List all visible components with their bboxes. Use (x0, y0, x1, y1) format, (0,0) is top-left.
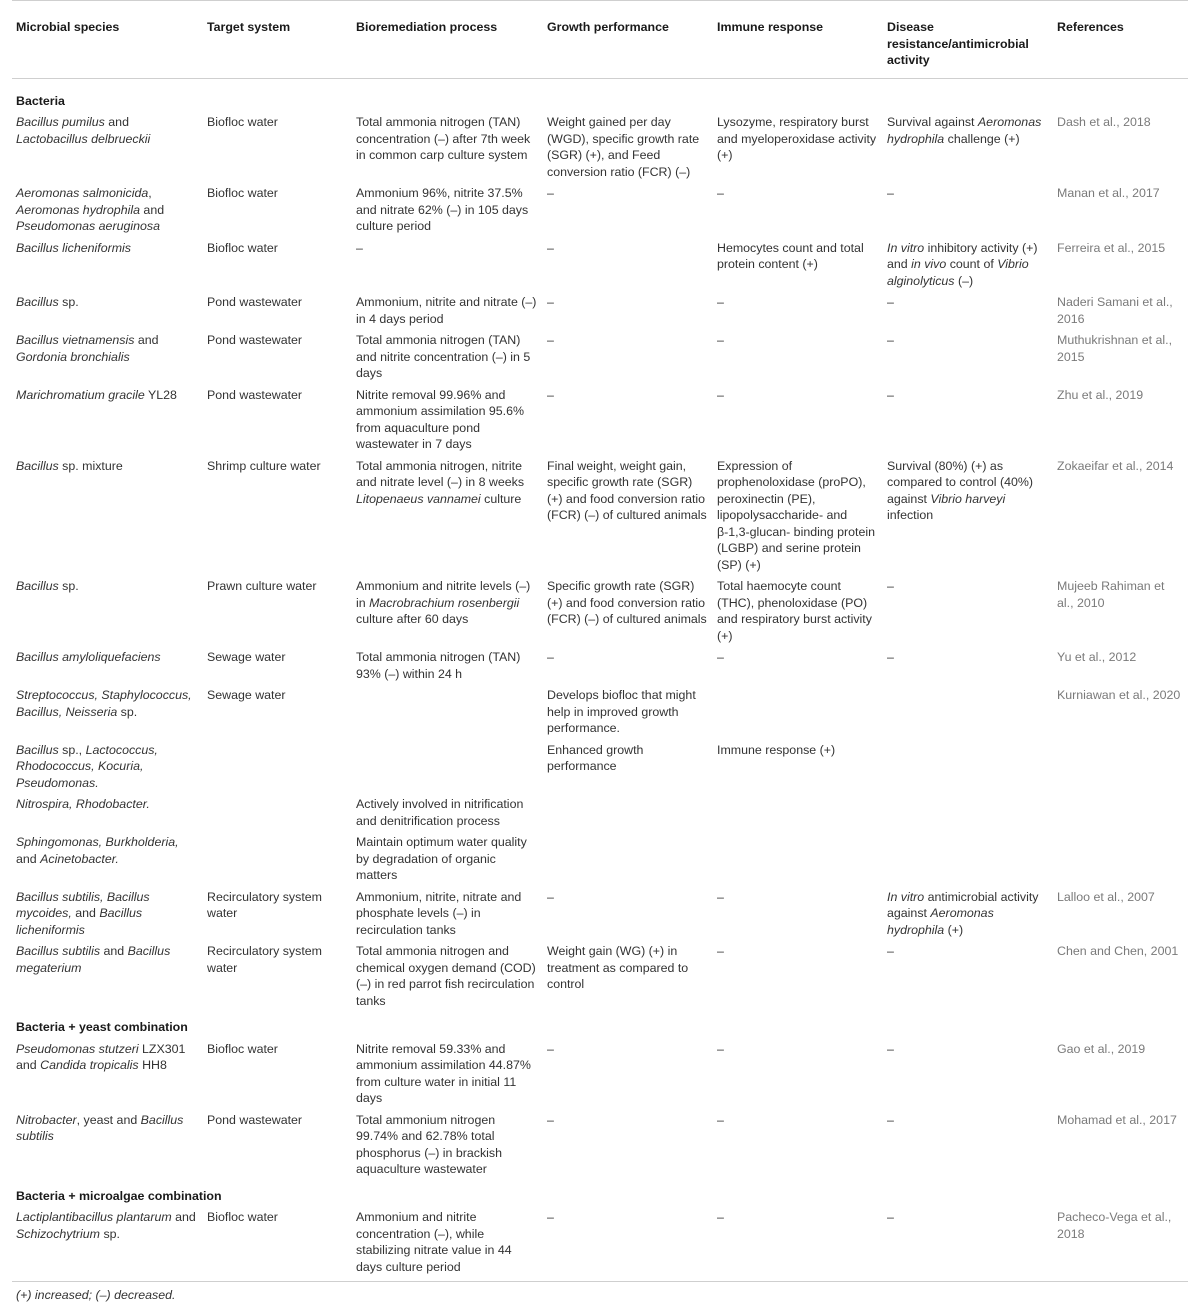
cell-target-system: Shrimp culture water (207, 458, 321, 473)
table-row (12, 831, 1188, 886)
italic-text: Acinetobacter. (40, 851, 119, 866)
cell-growth-performance (543, 575, 713, 646)
group-header-row (12, 1180, 1188, 1207)
text-segment: – (717, 944, 724, 958)
text-segment: – (717, 295, 724, 309)
table-footnote: (+) increased; (–) decreased. (16, 1288, 176, 1302)
group-header-row (12, 1011, 1188, 1038)
cell-target-system: Biofloc water (207, 115, 278, 129)
table-row (12, 291, 1188, 329)
cell-disease-resistance (883, 831, 1053, 886)
cell-target-system: Sewage water (207, 688, 286, 702)
cell-reference: Dash et al., 2018 (1057, 115, 1151, 129)
cell-reference: Manan et al., 2017 (1057, 186, 1160, 200)
cell-bioremediation-process (352, 940, 543, 1011)
text-segment: – (717, 1041, 724, 1056)
header-references: References (1053, 1, 1188, 79)
text-segment: – (356, 240, 363, 255)
text-segment: sp. mixture (58, 458, 123, 473)
cell-growth-performance (543, 1109, 713, 1180)
cell-species (12, 182, 203, 237)
cell-bioremediation-process (352, 1038, 543, 1109)
cell-target-system (203, 793, 352, 831)
text-segment: – (717, 1210, 724, 1224)
text-segment: – (717, 387, 724, 402)
text-segment: sp., (58, 742, 86, 757)
text-segment: – (887, 186, 894, 200)
cell-species (12, 237, 203, 292)
cell-growth-performance (543, 793, 713, 831)
cell-target-system: Recirculatory system water (207, 889, 322, 920)
text-segment: Total ammonia nitrogen (TAN) 93% (–) within 24 h (356, 650, 521, 681)
text-segment: Survival against (887, 115, 978, 129)
header-microbial-species: Microbial species (12, 1, 203, 79)
table-body (12, 78, 1188, 1282)
cell-immune-response (713, 1038, 883, 1109)
table-row (12, 739, 1188, 794)
cell-disease-resistance (883, 182, 1053, 237)
table-row (12, 1038, 1188, 1109)
group-header-row (12, 78, 1188, 111)
table-row (12, 1206, 1188, 1282)
italic-text: Nitrospira, Rhodobacter. (16, 797, 150, 811)
cell-immune-response (713, 111, 883, 182)
italic-text: Bacillus licheniformis (16, 906, 143, 937)
text-segment: sp. (58, 579, 79, 593)
cell-bioremediation-process (352, 291, 543, 329)
italic-text: Aeromonas hydrophila (887, 115, 1042, 146)
header-bioremediation-process: Bioremediation process (352, 1, 543, 79)
cell-immune-response (713, 1109, 883, 1180)
cell-immune-response (713, 739, 883, 794)
cell-growth-performance (543, 237, 713, 292)
text-segment: – (547, 186, 554, 200)
cell-immune-response (713, 793, 883, 831)
cell-species (12, 1206, 203, 1282)
text-segment: sp. (58, 295, 79, 309)
cell-reference: Mujeeb Rahiman et al., 2010 (1057, 579, 1165, 610)
text-segment: Final weight, weight gain, specific growth rate (SGR) (+) and food conversion ratio (FCR) (–) of cultured animals (547, 458, 707, 522)
cell-reference: Ferreira et al., 2015 (1057, 240, 1166, 255)
cell-bioremediation-process (352, 111, 543, 182)
cell-growth-performance (543, 739, 713, 794)
bioremediation-table (12, 0, 1188, 1282)
cell-target-system: Biofloc water (207, 186, 278, 200)
cell-disease-resistance (883, 329, 1053, 384)
italic-text: Marichromatium gracile (16, 387, 145, 402)
cell-reference (1053, 831, 1188, 886)
cell-immune-response (713, 831, 883, 886)
text-segment: – (547, 650, 554, 664)
cell-immune-response (713, 291, 883, 329)
header-target-system: Target system (203, 1, 352, 79)
cell-bioremediation-process (352, 646, 543, 684)
cell-disease-resistance (883, 739, 1053, 794)
cell-reference: Naderi Samani et al., 2016 (1057, 295, 1173, 326)
italic-text: Bacillus licheniformis (16, 240, 131, 255)
cell-species (12, 455, 203, 576)
text-segment: – (887, 333, 894, 347)
cell-reference: Gao et al., 2019 (1057, 1041, 1146, 1056)
italic-text: Aeromonas hydrophila (887, 906, 994, 937)
text-segment: – (887, 1112, 894, 1127)
cell-species (12, 575, 203, 646)
italic-text: Gordonia bronchialis (16, 349, 130, 364)
text-segment: Weight gained per day (WGD), specific growth rate (SGR) (+), and Feed conversion ratio (FCR) (–) (547, 115, 700, 179)
table-row (12, 384, 1188, 455)
text-segment: and (71, 906, 100, 920)
cell-species (12, 793, 203, 831)
cell-growth-performance (543, 455, 713, 576)
text-segment: – (717, 889, 724, 904)
text-segment: Ammonium, nitrite and nitrate (–) in 4 days period (356, 295, 537, 326)
text-segment: , yeast and (76, 1112, 141, 1127)
text-segment: count of (946, 257, 998, 271)
cell-target-system: Pond wastewater (207, 1112, 303, 1127)
italic-text: Bacillus subtilis, Bacillus mycoides, (16, 889, 150, 920)
cell-disease-resistance (883, 886, 1053, 941)
cell-disease-resistance (883, 1206, 1053, 1282)
text-segment: Expression of prophenoloxidase (proPO), peroxinectin (PE), lipopolysaccharide- and β-1,3-glucan- binding protein (LGBP) and serine protein (SP) (+) (717, 458, 875, 572)
cell-growth-performance (543, 1038, 713, 1109)
text-segment: Ammonium and nitrite levels (–) in (356, 579, 531, 610)
cell-reference: Pacheco-Vega et al., 2018 (1053, 1206, 1188, 1282)
cell-growth-performance (543, 111, 713, 182)
cell-growth-performance (543, 886, 713, 941)
cell-growth-performance (543, 831, 713, 886)
italic-text: Bacillus (16, 742, 59, 757)
cell-disease-resistance (883, 384, 1053, 455)
table-row (12, 111, 1188, 182)
text-segment: Nitrite removal 99.96% and ammonium assimilation 95.6% from aquaculture pond wastewater in 7 days (356, 387, 525, 451)
cell-reference: Zhu et al., 2019 (1057, 387, 1144, 402)
table-row (12, 886, 1188, 941)
cell-reference: Zokaeifar et al., 2014 (1057, 458, 1174, 473)
text-segment: Ammonium and nitrite concentration (–), while stabilizing nitrate value in 44 days culture period (356, 1210, 512, 1274)
cell-reference: Chen and Chen, 2001 (1057, 944, 1179, 958)
text-segment: Nitrite removal 59.33% and ammonium assimilation 44.87% from culture water in initial 11 days (356, 1041, 531, 1105)
cell-immune-response (713, 1206, 883, 1282)
table-row (12, 455, 1188, 576)
table-row (12, 684, 1188, 739)
italic-text: Streptococcus, Staphylococcus, Bacillus, Neisseria (16, 688, 192, 719)
cell-reference (1053, 739, 1188, 794)
cell-target-system (203, 739, 352, 794)
italic-text: Bacillus (16, 579, 59, 593)
cell-species (12, 684, 203, 739)
cell-species (12, 940, 203, 1011)
cell-reference: Kurniawan et al., 2020 (1057, 688, 1181, 702)
text-segment: Enhanced growth performance (547, 742, 644, 773)
cell-immune-response (713, 237, 883, 292)
italic-text: Bacillus (16, 295, 59, 309)
text-segment: – (547, 889, 554, 904)
cell-target-system: Pond wastewater (207, 387, 303, 402)
cell-species (12, 1109, 203, 1180)
text-segment: – (547, 1041, 554, 1056)
italic-text: Bacillus amyloliquefaciens (16, 650, 161, 664)
text-segment: Total ammonia nitrogen (TAN) and nitrite concentration (–) in 5 days (356, 333, 531, 380)
text-segment: infection (887, 508, 934, 522)
header-immune-response: Immune response (713, 1, 883, 79)
cell-growth-performance (543, 646, 713, 684)
cell-target-system: Sewage water (207, 650, 286, 664)
cell-disease-resistance (883, 237, 1053, 292)
text-segment: (–) (954, 273, 974, 288)
cell-immune-response (713, 684, 883, 739)
text-segment: – (547, 387, 554, 402)
cell-disease-resistance (883, 940, 1053, 1011)
italic-text: Candida tropicalis (40, 1058, 139, 1072)
cell-growth-performance (543, 182, 713, 237)
table-header-row (12, 1, 1188, 79)
text-segment: (+) (944, 922, 964, 937)
cell-disease-resistance (883, 111, 1053, 182)
cell-growth-performance (543, 684, 713, 739)
cell-disease-resistance (883, 1038, 1053, 1109)
cell-growth-performance (543, 329, 713, 384)
cell-immune-response (713, 182, 883, 237)
text-segment: – (547, 1112, 554, 1127)
table-row (12, 575, 1188, 646)
cell-growth-performance (543, 291, 713, 329)
table-row (12, 1109, 1188, 1180)
cell-immune-response (713, 329, 883, 384)
text-segment: Specific growth rate (SGR) (+) and food conversion ratio (FCR) (–) of cultured animals (547, 579, 707, 626)
cell-immune-response (713, 940, 883, 1011)
text-segment: LZX301 and (16, 1041, 186, 1072)
italic-text: Bacillus subtilis (16, 1112, 184, 1143)
cell-species (12, 291, 203, 329)
cell-disease-resistance (883, 291, 1053, 329)
cell-disease-resistance (883, 1109, 1053, 1180)
cell-immune-response (713, 455, 883, 576)
table-row (12, 182, 1188, 237)
italic-text: Vibrio alginolyticus (887, 257, 1029, 288)
italic-text: Vibrio harveyi (930, 491, 1006, 506)
text-segment: and (100, 944, 128, 958)
italic-text: Aeromonas salmonicida (16, 186, 149, 200)
text-segment: – (887, 579, 894, 593)
text-segment: – (887, 650, 894, 664)
header-disease-resistance: Disease resistance/antimicrobial activity (883, 1, 1053, 79)
text-segment: Develops biofloc that might help in improved growth performance. (547, 688, 696, 735)
cell-bioremediation-process (352, 455, 543, 576)
text-segment: – (547, 1210, 554, 1224)
text-segment: – (547, 295, 554, 309)
italic-text: Pseudomonas aeruginosa (16, 219, 160, 233)
text-segment: HH8 (138, 1058, 167, 1072)
cell-species (12, 646, 203, 684)
text-segment: Lysozyme, respiratory burst and myeloperoxidase activity (+) (717, 115, 877, 162)
cell-target-system: Recirculatory system water (207, 944, 322, 975)
italic-text: Bacillus subtilis (16, 944, 101, 958)
italic-text: Litopenaeus vannamei (356, 491, 481, 506)
text-segment: Total haemocyte count (THC), phenoloxidase (PO) and respiratory burst activity (+) (717, 579, 872, 643)
table-row (12, 646, 1188, 684)
italic-text: Pseudomonas stutzeri (16, 1041, 139, 1056)
cell-bioremediation-process (352, 237, 543, 292)
cell-bioremediation-process (352, 684, 543, 739)
text-segment: Maintain optimum water quality by degradation of organic matters (356, 835, 527, 882)
cell-species (12, 1038, 203, 1109)
cell-target-system: Prawn culture water (207, 579, 317, 593)
cell-disease-resistance (883, 575, 1053, 646)
group-label: Bacteria + microalgae combination (16, 1188, 222, 1203)
italic-text: In vitro (887, 240, 925, 255)
text-segment: – (717, 186, 724, 200)
italic-text: Bacillus vietnamensis (16, 333, 135, 347)
cell-target-system: Pond wastewater (207, 295, 303, 309)
italic-text: Bacillus pumilus (16, 115, 105, 129)
text-segment: – (547, 240, 554, 255)
italic-text: in vivo (911, 257, 947, 271)
cell-species (12, 111, 203, 182)
text-segment: culture after 60 days (356, 612, 469, 626)
text-segment: sp. (100, 1226, 120, 1241)
cell-immune-response (713, 646, 883, 684)
text-segment: antimicrobial activity against (887, 889, 1039, 920)
text-segment: and (134, 333, 159, 347)
cell-disease-resistance (883, 455, 1053, 576)
text-segment: – (887, 295, 894, 309)
text-segment: and (171, 1210, 196, 1224)
text-segment: and (139, 202, 165, 217)
cell-target-system: Biofloc water (207, 1041, 278, 1056)
cell-bioremediation-process (352, 1109, 543, 1180)
italic-text: In vitro (887, 889, 925, 904)
text-segment: and (104, 115, 129, 129)
text-segment: – (887, 1210, 894, 1224)
text-segment: Ammonium 96%, nitrite 37.5% and nitrate 62% (–) in 105 days culture period (356, 186, 529, 233)
text-segment: challenge (+) (944, 131, 1020, 146)
cell-disease-resistance (883, 646, 1053, 684)
cell-bioremediation-process (352, 739, 543, 794)
table-row (12, 793, 1188, 831)
cell-immune-response (713, 384, 883, 455)
cell-reference: Mohamad et al., 2017 (1057, 1112, 1177, 1127)
cell-reference: Lalloo et al., 2007 (1057, 889, 1155, 904)
text-segment: – (547, 333, 554, 347)
cell-bioremediation-process (352, 831, 543, 886)
header-growth-performance: Growth performance (543, 1, 713, 79)
group-label: Bacteria + yeast combination (16, 1020, 188, 1034)
text-segment: Total ammonia nitrogen, nitrite and nitrate level (–) in 8 weeks (356, 458, 525, 489)
cell-species (12, 739, 203, 794)
text-segment: inhibitory activity (+) and (887, 240, 1038, 271)
table-row (12, 237, 1188, 292)
table-row (12, 329, 1188, 384)
cell-species (12, 384, 203, 455)
cell-growth-performance (543, 384, 713, 455)
cell-bioremediation-process (352, 793, 543, 831)
italic-text: Schizochytrium (16, 1226, 101, 1241)
text-segment: Survival (80%) (+) as compared to control (40%) against (887, 458, 1034, 506)
italic-text: Bacillus (16, 458, 59, 473)
text-segment: Total ammonia nitrogen (TAN) concentration (–) after 7th week in common carp culture system (356, 115, 531, 162)
cell-bioremediation-process (352, 575, 543, 646)
table-page (12, 0, 1188, 1302)
cell-target-system: Biofloc water (203, 1206, 352, 1282)
text-segment: and (16, 851, 41, 866)
text-segment: – (887, 387, 894, 402)
text-segment: , (148, 186, 152, 200)
cell-species (12, 886, 203, 941)
text-segment: YL28 (144, 387, 177, 402)
cell-bioremediation-process (352, 182, 543, 237)
cell-bioremediation-process (352, 329, 543, 384)
cell-bioremediation-process (352, 886, 543, 941)
cell-species (12, 329, 203, 384)
cell-growth-performance (543, 1206, 713, 1282)
cell-immune-response (713, 886, 883, 941)
cell-bioremediation-process (352, 1206, 543, 1282)
cell-disease-resistance (883, 793, 1053, 831)
text-segment: – (717, 333, 724, 347)
italic-text: Aeromonas hydrophila (16, 202, 140, 217)
italic-text: Lactobacillus delbrueckii (16, 131, 151, 146)
italic-text: Bacillus megaterium (16, 944, 171, 975)
text-segment: sp. (117, 704, 138, 719)
italic-text: Sphingomonas, Burkholderia, (16, 835, 179, 849)
text-segment: Total ammonium nitrogen 99.74% and 62.78% total phosphorus (–) in brackish aquaculture wastewater (356, 1112, 503, 1176)
italic-text: Macrobrachium rosenbergii (369, 595, 520, 610)
text-segment: Total ammonia nitrogen and chemical oxygen demand (COD) (–) in red parrot fish recirculation tanks (356, 944, 536, 1008)
italic-text: Nitrobacter (16, 1112, 77, 1127)
italic-text: Lactiplantibacillus plantarum (16, 1210, 172, 1224)
text-segment: culture (480, 491, 522, 506)
cell-reference: Muthukrishnan et al., 2015 (1057, 333, 1173, 364)
text-segment: Immune response (+) (717, 742, 836, 757)
text-segment: – (717, 650, 724, 664)
cell-immune-response (713, 575, 883, 646)
cell-bioremediation-process (352, 384, 543, 455)
italic-text: Lactococcus, Rhodococcus, Kocuria, Pseudomonas. (16, 742, 158, 790)
cell-target-system (203, 831, 352, 886)
text-segment: Actively involved in nitrification and denitrification process (356, 797, 524, 828)
text-segment: Hemocytes count and total protein content (+) (717, 240, 864, 271)
cell-target-system: Biofloc water (207, 240, 278, 255)
text-segment: – (717, 1112, 724, 1127)
cell-species (12, 831, 203, 886)
text-segment: Ammonium, nitrite, nitrate and phosphate levels (–) in recirculation tanks (356, 889, 522, 937)
cell-disease-resistance (883, 684, 1053, 739)
cell-reference: Yu et al., 2012 (1057, 650, 1137, 664)
cell-reference (1053, 793, 1188, 831)
text-segment: – (887, 944, 894, 958)
cell-growth-performance (543, 940, 713, 1011)
cell-target-system: Pond wastewater (207, 333, 303, 347)
group-label: Bacteria (16, 93, 65, 108)
text-segment: – (887, 1041, 894, 1056)
text-segment: Weight gain (WG) (+) in treatment as compared to control (547, 944, 689, 991)
table-row (12, 940, 1188, 1011)
